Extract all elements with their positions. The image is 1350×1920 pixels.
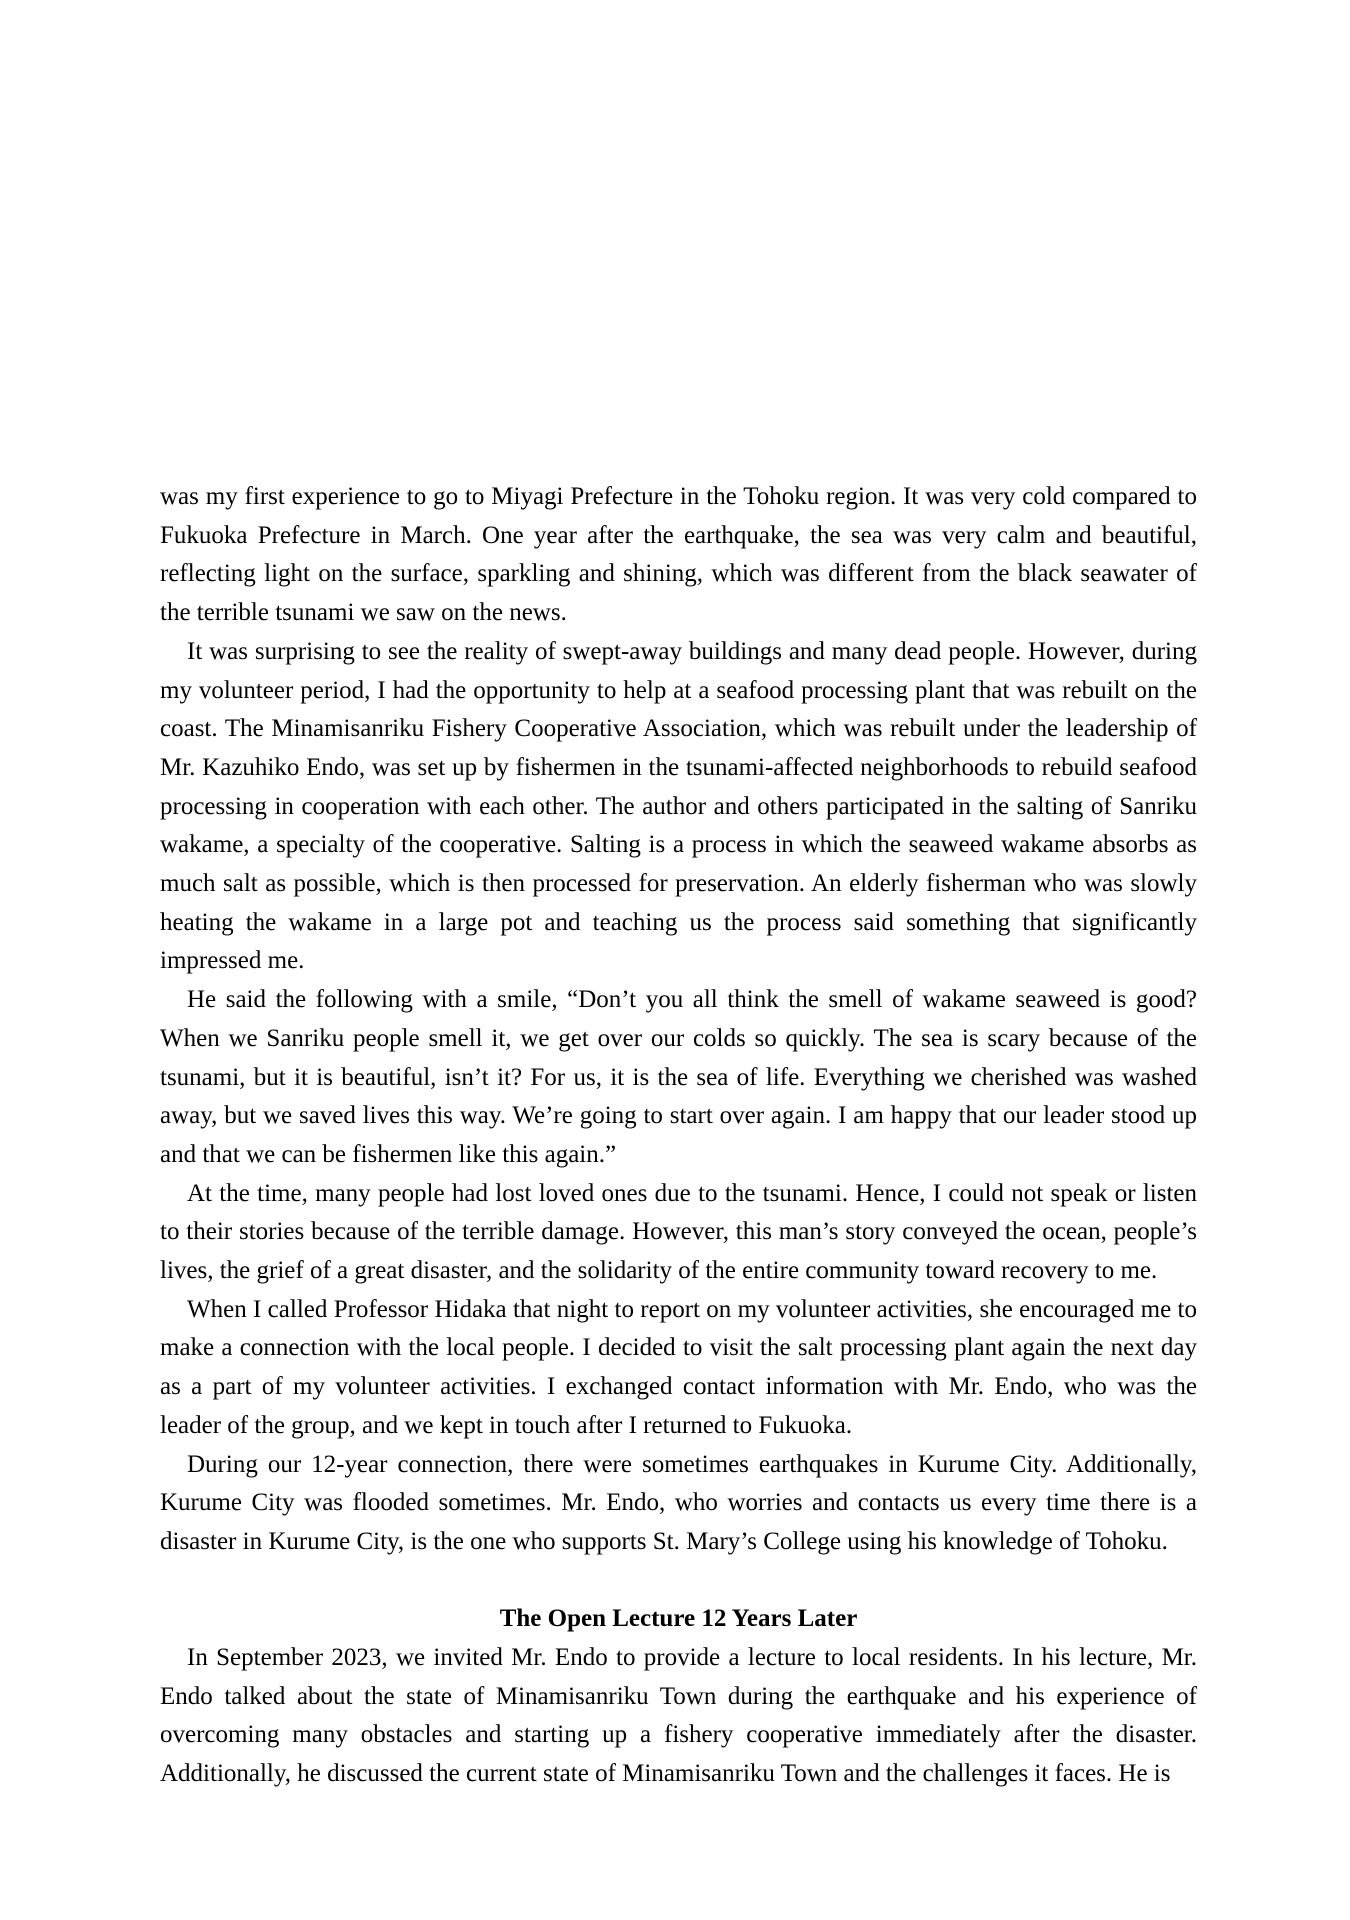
body-paragraph: In September 2023, we invited Mr. Endo to provide a lecture to local residents. In his lecture, Mr. Endo talked about the state of Minamisanriku Town during the earthquake and his experience of overcoming many obstacles and starting up a fishery cooperative immediately after the disaster. Additionally, he discussed the current state of Minamisanriku Town and the challenges it faces. He is — [160, 1644, 1197, 1788]
body-paragraph: During our 12-year connection, there were sometimes earthquakes in Kurume City. Additionally, Kurume City was flooded sometimes. Mr. Endo, who worries and contacts us every time there is a disaster in Kurume City, is the one who supports St. Mary’s College using his knowledge of Tohoku. — [160, 1450, 1197, 1555]
body-paragraph: It was surprising to see the reality of swept-away buildings and many dead people. However, during my volunteer period, I had the opportunity to help at a seafood processing plant that was rebuilt on the coast. The Minamisanriku Fishery Cooperative Association, which was rebuilt under the leadership of Mr. Kazuhiko Endo, was set up by fishermen in the tsunami-affected neighborhoods to rebuild seafood processing in cooperation with each other. The author and others participated in the salting of Sanriku wakame, a specialty of the cooperative. Salting is a process in which the seaweed wakame absorbs as much salt as possible, which is then processed for preservation. An elderly fisherman who was slowly heating the wakame in a large pot and teaching us the process said something that significantly impressed me. — [160, 637, 1197, 975]
body-paragraph: At the time, many people had lost loved ones due to the tsunami. Hence, I could not speak or listen to their stories because of the terrible damage. However, this man’s story conveyed the ocean, people’s lives, the grief of a great disaster, and the solidarity of the entire community toward recovery to me. — [160, 1179, 1197, 1285]
article-body — [160, 478, 1197, 1794]
body-paragraph: When I called Professor Hidaka that night to report on my volunteer activities, she encouraged me to make a connection with the local people. I decided to visit the salt processing plant again the next day as a part of my volunteer activities. I exchanged contact information with Mr. Endo, who was the leader of the group, and we kept in touch after I returned to Fukuoka. — [160, 1295, 1197, 1439]
section-heading: The Open Lecture 12 Years Later — [499, 1605, 858, 1633]
body-paragraph: He said the following with a smile, “Don’t you all think the smell of wakame seaweed is good? When we Sanriku people smell it, we get over our colds so quickly. The sea is scary because of the tsunami, but it is beautiful, isn’t it? For us, it is the sea of life. Everything we cherished was washed away, but we saved lives this way. We’re going to start over again. I am happy that our leader stood up and that we can be fishermen like this again.” — [160, 986, 1197, 1168]
body-paragraph: was my first experience to go to Miyagi Prefecture in the Tohoku region. It was very cold compared to Fukuoka Prefecture in March. One year after the earthquake, the sea was very calm and beautiful, reflecting light on the surface, sparkling and shining, which was different from the black seawater of the terrible tsunami we saw on the news. — [160, 483, 1197, 627]
